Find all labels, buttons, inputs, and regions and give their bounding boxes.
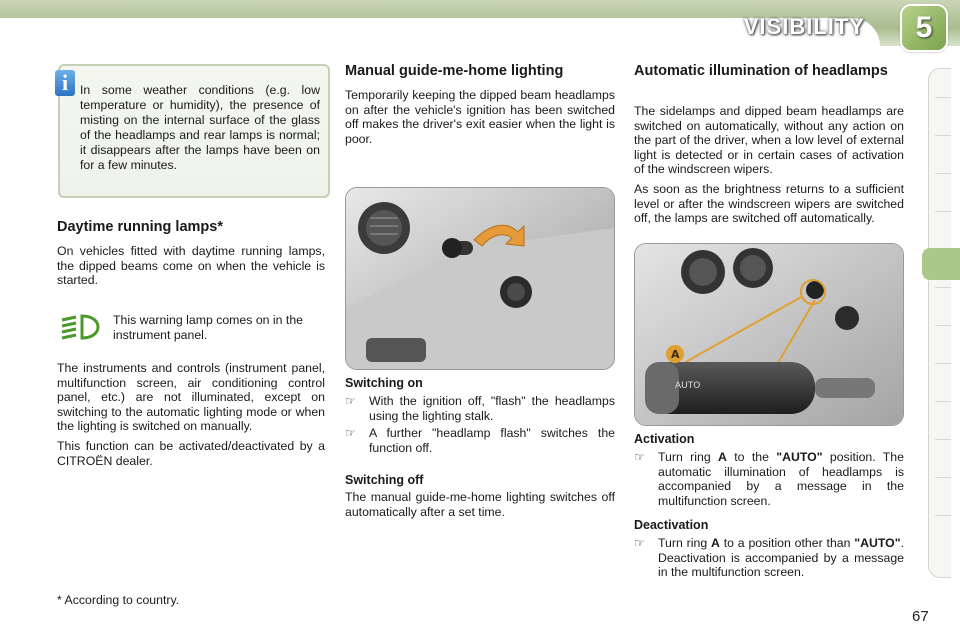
- activation-text-post: position. The automatic illumination of headlamps is accompanied by a message in the multifunction screen.: [658, 450, 904, 508]
- stalk-flash-illustration: [346, 188, 614, 369]
- tab-divider: [935, 287, 951, 288]
- chapter-tabs: [928, 68, 951, 578]
- chapter-badge: 5: [902, 6, 946, 50]
- lighting-stalk-photo: [345, 187, 615, 370]
- activation-auto-ref: "AUTO": [776, 450, 823, 464]
- activation-text-pre: Turn ring: [658, 450, 719, 464]
- dipped-beam-lamp-icon: [58, 312, 102, 342]
- page-number: 67: [912, 608, 929, 625]
- switching-on-bullet-text: With the ignition off, "flash" the headlamps using the lighting stalk.: [369, 394, 615, 423]
- tab-divider: [935, 477, 951, 478]
- stalk-auto-label: AUTO: [675, 381, 701, 391]
- switching-on-bullet-text: A further "headlamp flash" switches the function off.: [369, 426, 615, 455]
- daytime-body-1: The instruments and controls (instrument panel, multifunction screen, air conditioning control panel, etc.) are not illuminated, except on switching to the automatic lighting mode or when the lighting is switched on manually.: [57, 361, 325, 434]
- daytime-heading: Daytime running lamps*: [57, 219, 223, 235]
- tab-divider: [935, 97, 951, 98]
- activation-text-mid: to the: [726, 450, 777, 464]
- info-icon: i: [55, 70, 75, 96]
- auto-paragraph-2: As soon as the brightness returns to a sufficient level or after the windscreen wipers are switched off, the lamps are switched off automatically.: [634, 182, 904, 226]
- auto-ring-illustration: [635, 244, 903, 425]
- switching-off-text: The manual guide-me-home lighting switches off automatically after a set time.: [345, 490, 615, 519]
- guide-me-home-heading: Manual guide-me-home lighting: [345, 63, 564, 79]
- pointing-hand-icon: ☞: [345, 394, 356, 408]
- activation-bullet-text: [658, 450, 904, 508]
- pointing-hand-icon: ☞: [634, 536, 645, 550]
- chapter-tab-active[interactable]: [922, 248, 960, 280]
- warning-lamp-note: This warning lamp comes on in the instrument panel.: [113, 313, 304, 342]
- footnote: * According to country.: [57, 593, 180, 607]
- auto-stalk-photo: [634, 243, 904, 426]
- pointing-hand-icon: ☞: [634, 450, 645, 464]
- deactivation-text-pre: Turn ring: [658, 536, 711, 550]
- switching-off-heading: Switching off: [345, 473, 424, 487]
- activation-heading: Activation: [634, 432, 695, 446]
- switching-on-heading: Switching on: [345, 376, 423, 390]
- deactivation-heading: Deactivation: [634, 518, 709, 532]
- tab-divider: [935, 515, 951, 516]
- auto-heading: Automatic illumination of headlamps: [634, 63, 888, 79]
- info-text: In some weather conditions (e.g. low temperature or humidity), the presence of misting on the internal surface of the glass of the headlamps and rear lamps is normal; it disappears after the lamps have been on for a few minutes.: [80, 83, 320, 172]
- auto-paragraph-1: The sidelamps and dipped beam headlamps are switched on automatically, without any action on the part of the driver, when a low level of external light is detected or in certain cases of activation of the windscreen wipers.: [634, 104, 904, 177]
- deactivation-ring-ref: A: [711, 536, 720, 550]
- tab-divider: [935, 401, 951, 402]
- tab-divider: [935, 173, 951, 174]
- tab-divider: [935, 363, 951, 364]
- page-title: VISIBILITY: [743, 14, 865, 39]
- tab-divider: [935, 325, 951, 326]
- deactivation-text-post: . Deactivation is accompanied by a message in the multifunction screen.: [658, 536, 904, 580]
- tab-divider: [935, 135, 951, 136]
- pointing-hand-icon: ☞: [345, 426, 356, 440]
- deactivation-text-mid: to a position other than: [719, 536, 855, 550]
- deactivation-bullet-text: [658, 536, 904, 580]
- ring-a-label: A: [671, 348, 680, 361]
- deactivation-auto-ref: "AUTO": [854, 536, 901, 550]
- tab-divider: [935, 439, 951, 440]
- daytime-body-2: This function can be activated/deactivated by a CITROËN dealer.: [57, 439, 325, 468]
- tab-divider: [935, 211, 951, 212]
- activation-ring-ref: A: [718, 450, 727, 464]
- guide-me-home-intro: Temporarily keeping the dipped beam headlamps on after the vehicle's ignition has been switched off makes the driver's exit easier when the light is poor.: [345, 88, 615, 146]
- daytime-intro: On vehicles fitted with daytime running lamps, the dipped beams come on when the vehicle is started.: [57, 244, 325, 288]
